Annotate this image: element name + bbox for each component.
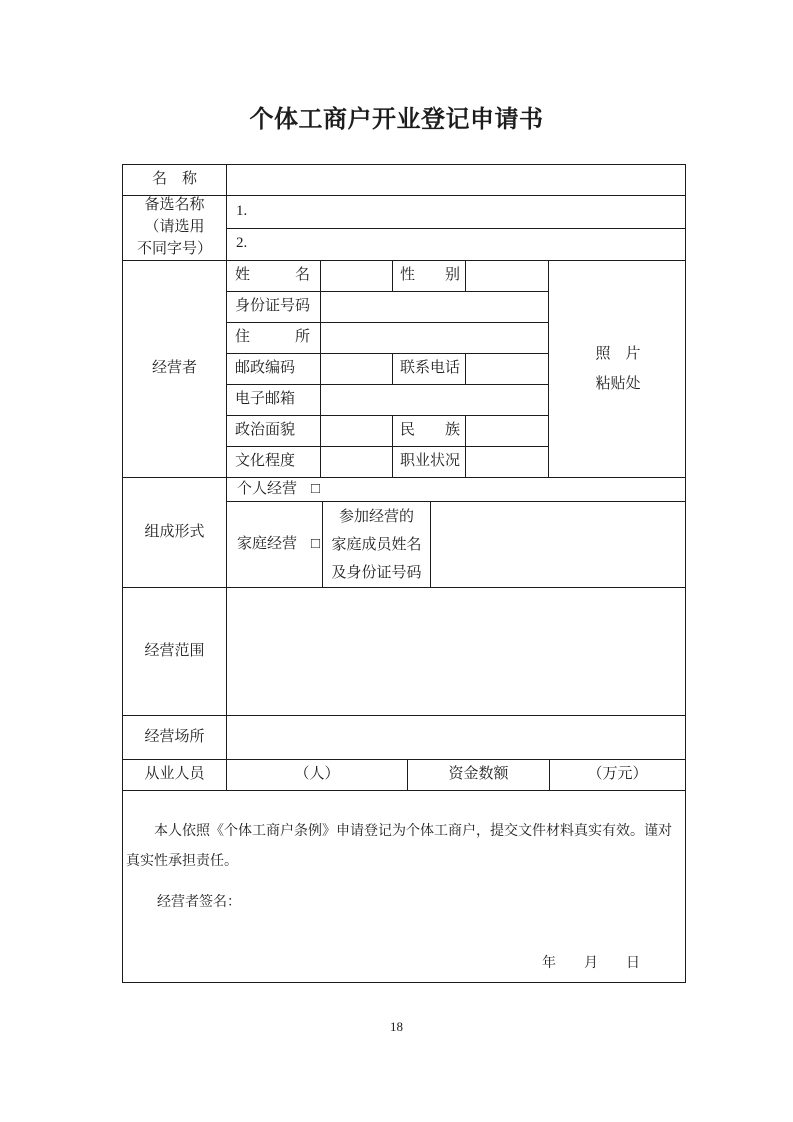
staff-capital-row — [123, 759, 685, 790]
alternative-names-label: 备选名称 （请选用 不同字号） — [136, 197, 212, 257]
family-operation-checkbox[interactable]: □ — [311, 535, 321, 552]
registration-form-table — [122, 164, 686, 983]
operator-section-label: 经营者 — [151, 360, 197, 377]
alt-name-1-input-cell[interactable] — [227, 196, 685, 228]
business-name-input-cell[interactable] — [226, 165, 685, 195]
capital-unit-label: （万元） — [587, 766, 648, 783]
alternative-names-fields — [226, 196, 685, 260]
operator-fields — [226, 261, 548, 477]
capital-amount-cell[interactable] — [549, 760, 685, 790]
family-operation-label: 家庭经营 — [237, 535, 298, 552]
staff-label: 从业人员 — [144, 766, 205, 783]
individual-operation-checkbox[interactable]: □ — [311, 480, 321, 497]
postal-code-input-cell[interactable] — [320, 354, 392, 384]
business-premises-row — [123, 715, 685, 759]
family-operation-option — [227, 502, 322, 587]
operator-row-postal-phone — [227, 353, 548, 384]
date-line: 年 月 日 — [542, 955, 640, 971]
alt-name-1-prefix: 1. — [236, 202, 248, 219]
id-number-field-label: 身份证号码 — [235, 298, 311, 315]
email-input-cell[interactable] — [320, 385, 548, 415]
operator-row-name — [227, 261, 548, 291]
composition-section-label: 组成形式 — [144, 523, 205, 540]
operator-row-education-occupation — [227, 446, 548, 477]
staff-unit-label: （人） — [294, 766, 340, 783]
name-input-cell[interactable] — [320, 261, 392, 291]
alt-name-2-input-cell[interactable] — [227, 228, 685, 261]
individual-operation-label: 个人经营 — [237, 480, 298, 497]
composition-section — [123, 477, 685, 587]
composition-fields — [226, 478, 685, 587]
business-scope-row — [123, 587, 685, 715]
business-name-label: 名 称 — [151, 171, 197, 188]
residence-field-label: 住 所 — [235, 329, 310, 346]
political-status-field-label: 政治面貌 — [235, 422, 296, 439]
staff-count-cell[interactable] — [226, 760, 407, 790]
family-members-label: 参加经营的 家庭成员姓名 及身份证号码 — [322, 502, 430, 587]
capital-amount-label: 资金数额 — [407, 760, 549, 790]
phone-field-label: 联系电话 — [392, 354, 465, 384]
occupation-field-label: 职业状况 — [392, 447, 465, 477]
business-scope-label: 经营范围 — [144, 642, 205, 659]
family-members-input-cell[interactable] — [430, 502, 685, 587]
operator-row-political-ethnicity — [227, 415, 548, 446]
declaration-cell — [123, 791, 685, 982]
business-name-row — [123, 165, 685, 195]
ethnicity-input-cell[interactable] — [465, 416, 548, 446]
alt-name-2-prefix: 2. — [236, 235, 248, 252]
signature-label: 经营者签名： — [157, 895, 241, 910]
gender-input-cell[interactable] — [465, 261, 548, 291]
political-status-input-cell[interactable] — [320, 416, 392, 446]
declaration-section — [123, 790, 685, 982]
residence-input-cell[interactable] — [320, 323, 548, 353]
business-premises-input-cell[interactable] — [226, 716, 685, 759]
email-field-label: 电子邮箱 — [235, 391, 296, 408]
alternative-names-row — [123, 195, 685, 260]
education-input-cell[interactable] — [320, 447, 392, 477]
declaration-text: 本人依照《个体工商户条例》申请登记为个体工商户，提交文件材料真实有效。谨对真实性承担责任。 — [126, 824, 672, 869]
business-scope-input-cell[interactable] — [226, 588, 685, 715]
family-operation-row — [227, 501, 685, 587]
id-number-input-cell[interactable] — [320, 292, 548, 322]
business-premises-label: 经营场所 — [144, 728, 205, 745]
gender-field-label: 性 别 — [392, 261, 465, 291]
ethnicity-field-label: 民 族 — [392, 416, 465, 446]
phone-input-cell[interactable] — [465, 354, 548, 384]
name-field-label: 姓 名 — [235, 267, 310, 284]
operator-section — [123, 260, 685, 477]
operator-row-id-number — [227, 291, 548, 322]
individual-operation-option — [227, 478, 685, 501]
education-field-label: 文化程度 — [235, 453, 296, 470]
occupation-input-cell[interactable] — [465, 447, 548, 477]
page-number: 18 — [390, 1019, 403, 1034]
page-title: 个体工商户开业登记申请书 — [249, 107, 544, 133]
photo-paste-area: 照 片 粘贴处 — [548, 261, 687, 477]
postal-code-field-label: 邮政编码 — [235, 360, 296, 377]
operator-row-residence — [227, 322, 548, 353]
operator-row-email — [227, 384, 548, 415]
